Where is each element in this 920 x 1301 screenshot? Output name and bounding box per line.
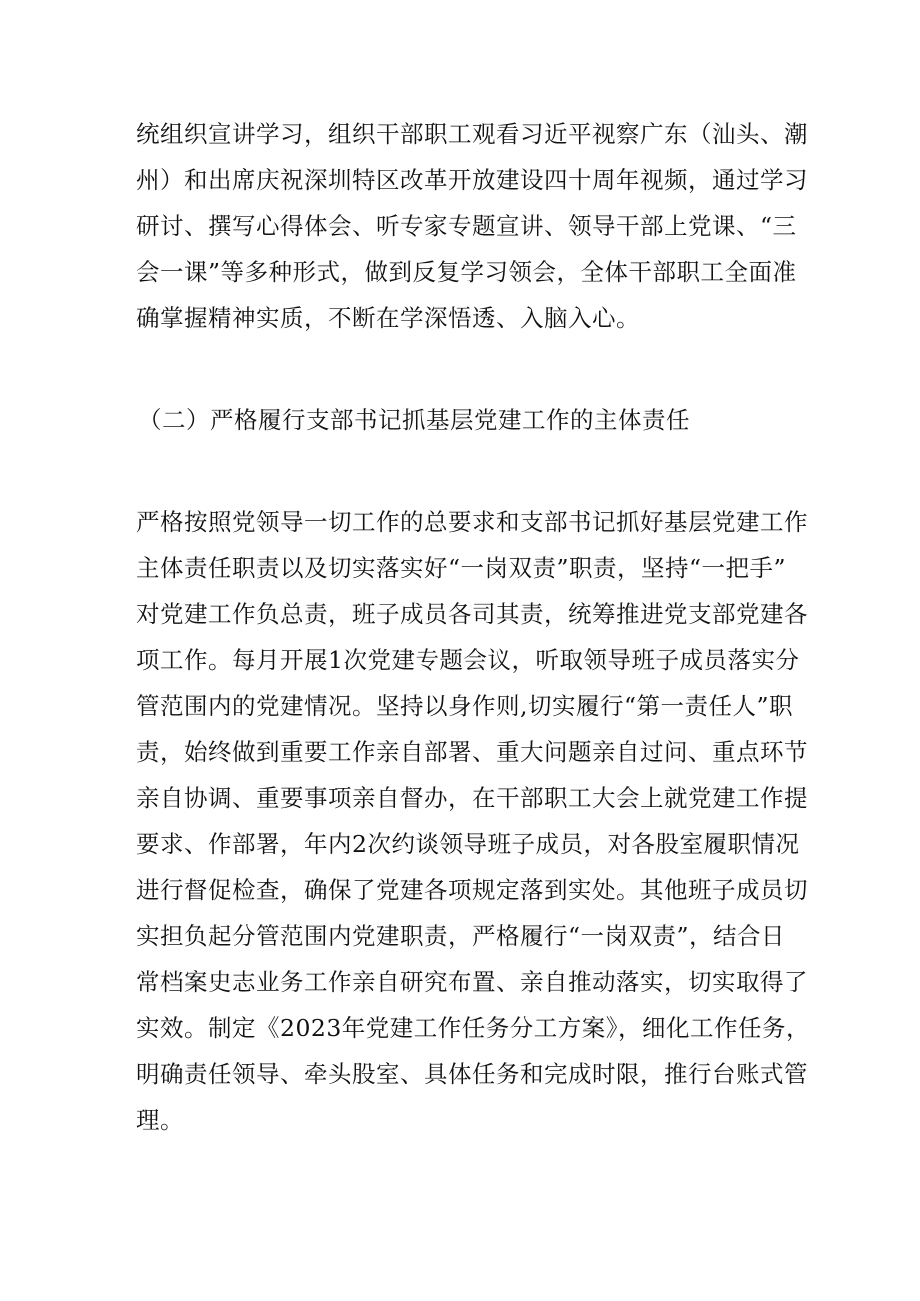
paragraph-1-line: 确掌握精神实质，不断在学深悟透、入脑入心。 (136, 304, 640, 332)
paragraph-2-line: 要求、作部署，年内2次约谈领导班子成员，对各股室履职情况 (136, 830, 800, 858)
paragraph-2-line: 对党建工作负总责，班子成员各司其责，统筹推进党支部党建各 (136, 600, 808, 628)
paragraph-1-line: 会一课”等多种形式，做到反复学习领会，全体干部职工全面准 (136, 258, 797, 286)
paragraph-2-line: 管范围内的党建情况。坚持以身作则,切实履行“第一责任人”职 (136, 692, 793, 720)
paragraph-2-line: 亲自协调、重要事项亲自督办，在干部职工大会上就党建工作提 (136, 784, 808, 812)
paragraph-2-line: 常档案史志业务工作亲自研究布置、亲自推动落实，切实取得了 (136, 968, 808, 996)
paragraph-2-line: 实担负起分管范围内党建职责，严格履行“一岗双责”，结合日 (136, 922, 786, 950)
paragraph-2-line: 主体责任职责以及切实落实好“一岗双责”职责，坚持“一把手” (136, 554, 787, 582)
paragraph-2-line: 项工作。每月开展1次党建专题会议，听取领导班子成员落实分 (136, 646, 800, 674)
paragraph-1-line: 统组织宣讲学习，组织干部职工观看习近平视察广东（汕头、潮 (136, 120, 808, 148)
paragraph-1-line: 研讨、撰写心得体会、听专家专题宣讲、领导干部上党课、“三 (136, 212, 797, 240)
paragraph-2-line: 理。 (136, 1106, 184, 1134)
paragraph-2-line: 责，始终做到重要工作亲自部署、重大问题亲自过问、重点环节 (136, 738, 808, 766)
paragraph-2-line: 明确责任领导、牵头股室、具体任务和完成时限，推行台账式管 (136, 1060, 808, 1088)
paragraph-2-line: 进行督促检查，确保了党建各项规定落到实处。其他班子成员切 (136, 876, 808, 904)
paragraph-1-line: 州）和出席庆祝深圳特区改革开放建设四十周年视频，通过学习 (136, 166, 808, 194)
paragraph-2-line: 实效。制定《2023年党建工作任务分工方案》，细化工作任务， (136, 1014, 811, 1042)
paragraph-2-line: 严格按照党领导一切工作的总要求和支部书记抓好基层党建工作 (136, 508, 808, 536)
section-heading: （二）严格履行支部书记抓基层党建工作的主体责任 (138, 406, 690, 434)
